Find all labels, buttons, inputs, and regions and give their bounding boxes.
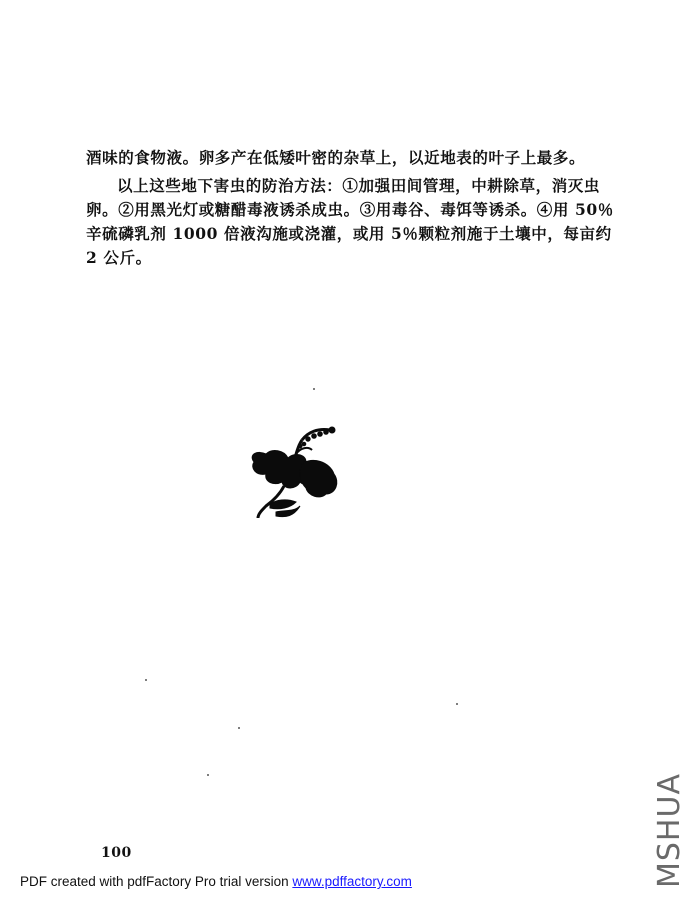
footer-text: PDF created with pdfFactory Pro trial version [20, 874, 293, 889]
scan-speck [313, 388, 315, 390]
body-text [86, 146, 626, 270]
scan-speck [456, 703, 458, 705]
paragraph-1: 酒味的食物液。卵多产在低矮叶密的杂草上，以近地表的叶子上最多。 [86, 148, 586, 167]
paragraph-2: 以上这些地下害虫的防治方法：①加强田间管理，中耕除草，消灭虫卵。②用黑光灯或糖醋毒液诱杀成虫。③用毒谷、毒饵等诱杀。④用 50％辛硫磷乳剂 1000 倍液沟施或浇灌，或用 5％颗粒剂施于土壤中，每亩约 2 公斤。 [86, 176, 614, 267]
hibiscus-flower-icon [246, 424, 342, 524]
footer-link[interactable]: www.pdffactory.com [292, 874, 412, 889]
scan-speck [207, 774, 209, 776]
page-number: 100 [101, 845, 132, 861]
side-watermark: MSHUA [652, 773, 687, 888]
scan-speck [238, 727, 240, 729]
pdf-footer [20, 874, 412, 889]
scan-speck [145, 679, 147, 681]
